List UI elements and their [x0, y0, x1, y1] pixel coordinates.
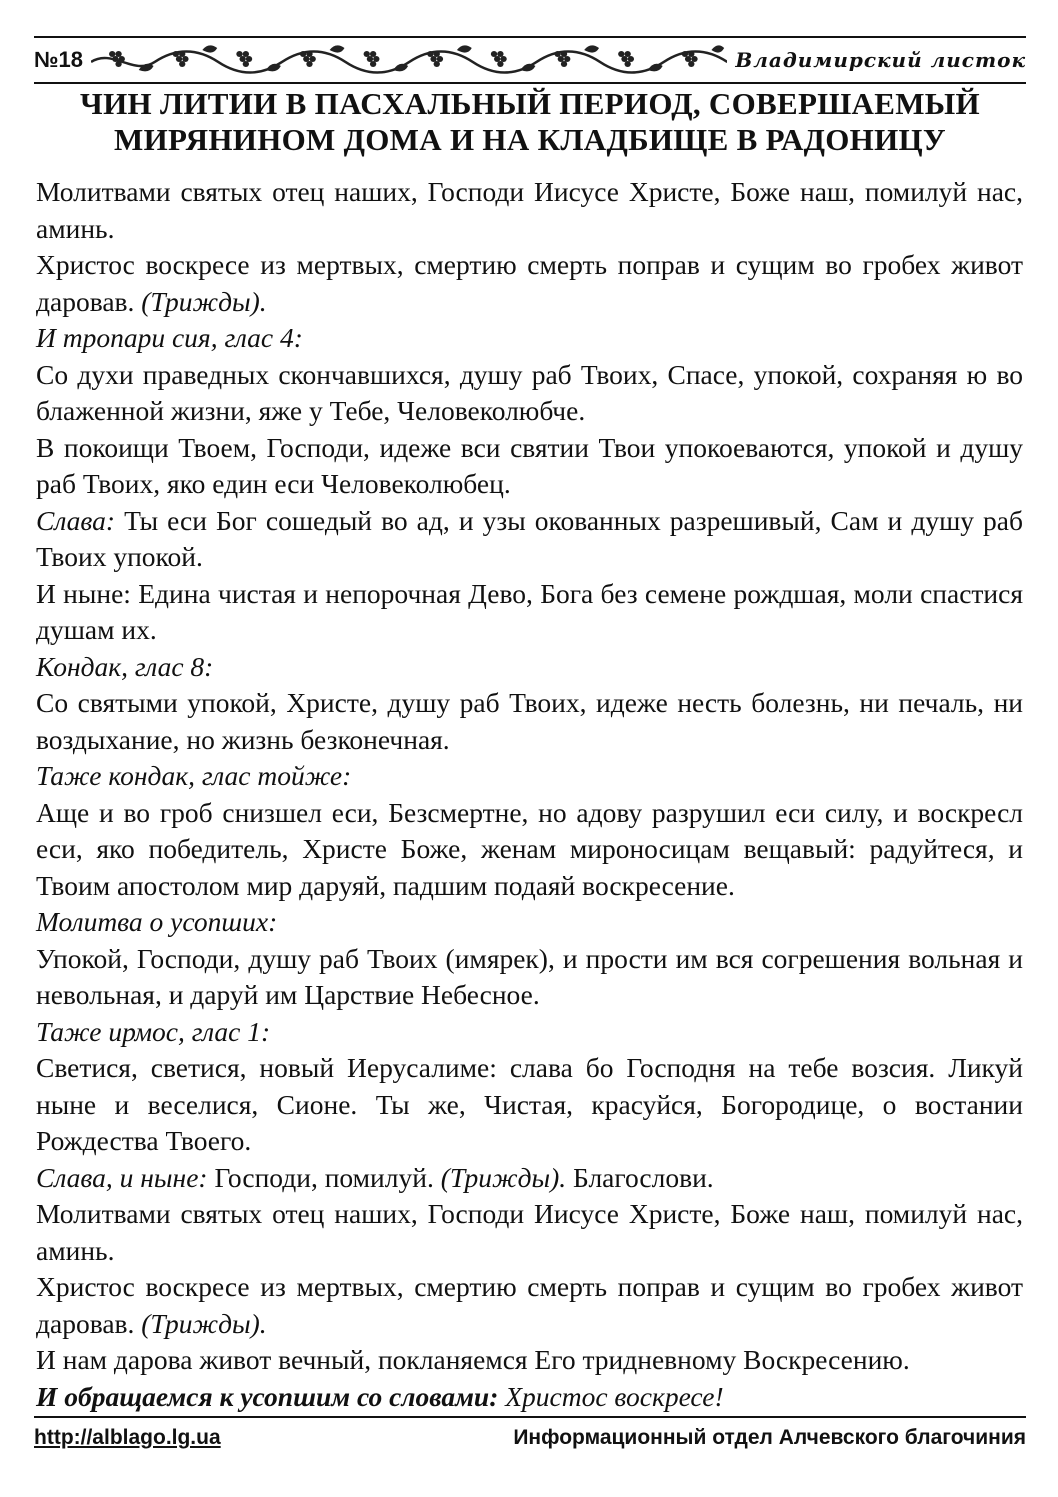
rubric-note: Слава, и ныне: [36, 1161, 208, 1193]
paragraph: И ныне: Едина чистая и непорочная Дево, Бога без семене рождшая, моли спастися душам их. [36, 577, 1023, 645]
paragraph: Со святыми упокой, Христе, душу раб Твоих, идеже несть болезнь, ни печаль, ни воздыхание, но жизнь безконечная. [36, 687, 1023, 755]
paragraph: Упокой, Господи, душу раб Твоих (имярек), и прости им вся согрешения вольная и невольная, и даруй им Царствие Небесное. [36, 942, 1023, 1010]
paragraph: В покоищи Твоем, Господи, идеже вси святии Твои упокоеваются, упокой и душу раб Твоих, яко един еси Человеколюбец. [36, 431, 1023, 499]
paragraph: Молитвами святых отец наших, Господи Иисусе Христе, Боже наш, помилуй нас, аминь. [36, 1198, 1023, 1266]
rubric-note: Слава: [36, 504, 116, 536]
closing-instruction: И обращаемся к усопшим со словами: [36, 1380, 499, 1412]
paragraph [36, 1379, 1023, 1416]
rubric-note: (Трижды). [440, 1161, 567, 1193]
paragraph [36, 503, 1023, 576]
paragraph: И нам дарова живот вечный, покланяемся Его тридневному Воскресению. [36, 1344, 910, 1375]
paragraph [36, 247, 1023, 320]
title-line-1: ЧИН ЛИТИИ В ПАСХАЛЬНЫЙ ПЕРИОД, СОВЕРШАЕМЫЙ [80, 86, 980, 121]
paragraph [36, 1160, 1023, 1197]
header [34, 40, 1026, 80]
rubric-line: Таже кондак, глас тойже: [36, 760, 352, 791]
title-line-2: МИРЯНИНОМ ДОМА И НА КЛАДБИЩЕ В РАДОНИЦУ [114, 122, 946, 157]
issue-number: №18 [34, 47, 83, 72]
rubric-line: Таже ирмос, глас 1: [36, 1015, 271, 1047]
rubric-line: Кондак, глас 8: [36, 650, 214, 682]
paragraph: Аще и во гроб снизшел еси, Безсмертне, но адову разрушил еси силу, и воскресл еси, яко победитель, Христе Боже, женам мироносицам вещавый: радуйтеся, и Твоим апостолом мир даруяй, падшим подаяй воскресение. [36, 796, 1023, 901]
page-title [34, 86, 1026, 158]
prayer-text [36, 174, 1023, 1415]
paragraph-text: Ты еси Бог сошедый во ад, и узы окованных разрешивый, Сам и душу раб Твоих упокой. [36, 504, 1023, 572]
paragraph: Светися, светися, новый Иерусалиме: слава бо Господня на тебе возсия. Ликуй ныне и веселися, Сионе. Ты же, Чистая, красуйся, Богородице, о востании Рождества Твоего. [36, 1052, 1023, 1156]
paragraph-text: Христос воскресе из мертвых, смертию смерть поправ и сущим во гробех живот даровав. [36, 249, 1023, 317]
rubric-note: (Трижды). [141, 285, 267, 317]
rubric-line: Молитва о усопших: [36, 906, 278, 937]
grapevine-ornament-icon [91, 40, 727, 80]
publisher-name: Информационный отдел Алчевского благочиния [513, 1426, 1026, 1449]
rubric-line: И тропари сия, глас 4: [36, 322, 303, 353]
footer [34, 1426, 1026, 1450]
rubric-note: (Трижды). [141, 1307, 267, 1339]
closing-greeting: Христос воскресе! [498, 1380, 724, 1412]
masthead-title: Владимирский листок [735, 48, 1026, 72]
website-link[interactable]: http://alblago.lg.ua [34, 1426, 221, 1449]
paragraph-text: Благослови. [566, 1161, 714, 1193]
paragraph: Молитвами святых отец наших, Господи Иисусе Христе, Боже наш, помилуй нас, аминь. [36, 176, 1023, 244]
header-rule [34, 82, 1026, 84]
paragraph-text: Господи, помилуй. [207, 1161, 441, 1193]
footer-rule [34, 1416, 1026, 1418]
top-rule [34, 36, 1026, 38]
paragraph-text: Христос воскресе из мертвых, смертию смерть поправ и сущим во гробех живот даровав. [36, 1271, 1023, 1339]
paragraph: Со духи праведных скончавшихся, душу раб Твоих, Спасе, упокой, сохраняя ю во блаженной жизни, яже у Тебе, Человеколюбче. [36, 358, 1023, 426]
paragraph [36, 1269, 1023, 1342]
